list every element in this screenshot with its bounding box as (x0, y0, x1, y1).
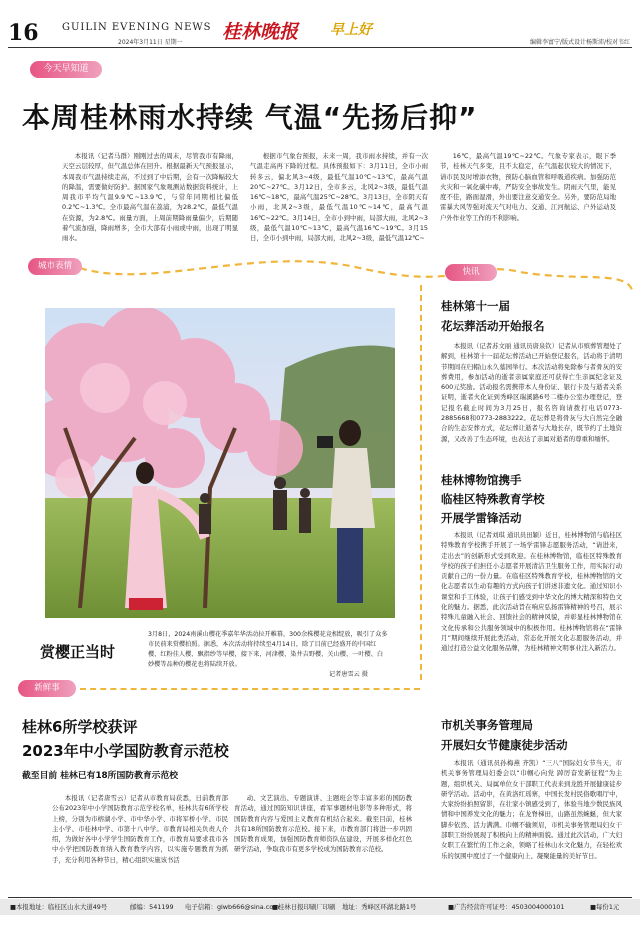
flash-news1-body: 本报讯（记者苏文丽 通讯员唐泉钦）记者从市殡葬管理处了解到，桂林第十一届花坛葬活动已开始登记报名，活动将于清明节期间在归帽山永久墓园举行。本次活动将免除参与者骨灰的安葬费用，参加活动的逝者亲属家庭还可获得亡生亲属纪念证及600元奖励。活动报名需携带本人身份证、银行卡及与逝者关系证明，逝者火化证到秀峰区瑞溪路6号二楼办公室办理登记，登记报名截止时间为3月25日，报名咨询请拨打电话0773-2885668和0773-2883222。花坛葬是将骨灰与大自然完全融合的生态安葬方式，花坛葬让逝者与大地长存，既节约了土地资源，又改善了生态环境，也表达了亲属对逝者的尊重和缅怀。 (441, 342, 622, 443)
footer-bar (0, 899, 640, 915)
footer-price: ■每份1元 (590, 903, 620, 911)
footer-printer: ■桂林日报印刷厂印刷 (272, 903, 336, 911)
cherry-blossom-photo (45, 308, 395, 618)
flash-news3-title-line1: 市机关事务管理局 (441, 718, 533, 732)
tag-fresh-news: 新鲜事 (18, 680, 76, 697)
school-subtitle: 截至目前 桂林已有18所国防教育示范校 (22, 771, 179, 781)
photo-caption-title: 赏樱正当时 (40, 643, 116, 661)
footer-license: ■广告经营许可证号：4503004000101 (448, 903, 565, 911)
page-number: 16 (8, 20, 39, 46)
editors-credit: 编辑李富宁/版式设计杨斯沛/校对韦红 (529, 39, 630, 46)
school-headline-line1: 桂林6所学校获评 (22, 718, 138, 736)
school-column-1: 本报讯（记者唐雪云）记者从市教育局获悉，日前教育部公布2023年中小学国防教育示范学校名单，桂林共有6所学校上榜，分别为市榕湖小学、市中华小学、市将军桥小学、市民主小学、市桂林中学、市第十八中学。市教育局相关负责人介绍，为做好各中小学学生国防教育工作，市教育局要求我市各中小学把国防教育纳入教育教学内容，以实施专题教育为抓手，充分利用各种节日，精心组织实施该书活 (52, 794, 228, 864)
photo-caption: 3月8日，2024南溪山樱花季嘉年华活动拉开帷幕，300余株樱花竞相绽放，吸引了众多市民前来赏樱拍照。据悉，本次活动将持续至4月14日，除了目前已经盛开的中国红樱、红粉佳人樱、飘指纱等早樱，接下来，河津樱、染井吉野樱、关山樱、一叶樱、白妙樱等品种的樱花也将陆续开放。 记者唐雪云 摄 (148, 631, 388, 678)
paper-name-english: GUILIN EVENING NEWS (62, 22, 212, 33)
flash-news3-title-line2: 开展妇女节健康徒步活动 (441, 738, 568, 752)
flash-news2-title-line3: 开展学雷锋活动 (441, 511, 522, 525)
flash-news3-body: 本报讯（通讯员孙梅燕 齐凯）“三八”国际妇女节当天，市机关事务管理局妇委会以“巾帼心向党 踔厉奋发新征程”为主题，组织机关、局属单位女干部职工代表来到龙胜开展健康徒步研学活动。活动中，在黄洛红瑶寨，中国长发村民俗歌唱厅中，大家纷纷拍照留影，在壮家小镇感受到了，体验当地少数民族风情和中国养发文化的魅力；在龙脊梯田，山路虽然蜿蜒，但大家脚步依然、活力满满。巾帼不输须眉，市机关事务管理局妇女干部职工纷纷展现了积极向上的精神面貌。通过此次活动，广大妇女职工在繁忙的工作之余，领略了桂林山水文化魅力，在轻松欢乐的氛围中度过了一个健康向上、凝聚能量的美好节日。 (441, 759, 622, 860)
tag-flash-news: 快讯 (445, 264, 497, 281)
flash-news2-body: 本报讯（记者刘琪 通讯员田颖）近日，桂林博物馆与临桂区特殊教育学校携手开展了一场学雷锋志愿服务活动，“请进来，走出去”的创新形式受到欢迎。在桂林博物馆，临桂区特殊教育学校的孩子们担任小志愿者开展清洁卫生服务工作，用实际行动贡献自己的一份力量。在临桂区特殊教育学校，桂林博物馆的文化志愿者以生动有趣的方式向孩子们讲述非遗文化。通过知识小课堂和手工体验，让孩子们感受到中华文化的博大精深和特色文化的魅力。据悉，此次活动旨在响应弘扬雷锋精神的号召，展示特殊儿童融入社会、回馈社会的精神风貌，并彰显桂林博物馆在文化传承和公共服务领域中的积极作用。桂林博物馆将在“雷锋月”期间继续开展此类活动，常态化开展文化志愿服务活动，并通过打造公益文化服务品牌，为桂林精神文明事业注入新活力。 (441, 531, 622, 653)
lead-column-1: 本报讯（记者马群）刚刚过去的周末，尽管我市有降雨，天空云层较厚，但气温总体在回升。根据最新天气预报显示，本周我市气温持续走高，不过到了中后期，会有一次降幅较大的降温，需要做好防护。据国家气象观测站数据资料统计，上周我市平均气温9.9℃~13.9℃，与常年同期相比偏低0.2℃~1.3℃。全市最高气温在荔浦，为28.2℃，最低气温在资源，为2.8℃。雨量方面，上周前期降雨量偏少，后期随着气流加强，降雨增多，全市大部有小雨或中雨，出现了明显雨水。 (62, 152, 238, 243)
flash-news1-title-line1: 桂林第十一届 (441, 299, 510, 313)
flash-news2-title-line2: 临桂区特殊教育学校 (441, 492, 545, 506)
lead-column-3: 16℃，最高气温19℃~22℃。气象专家表示，眼下季节，桂林天气多变，且不太稳定，在气温起伏较大的情况下，请市民及时增添衣物，预防心脑血管和呼吸道疾病。加强防范火灾和一氧化碳中毒，严防安全事故发生。阴雨天气里，能见度不佳，路面湿滑，外出要注意交通安全。另外，要防范局地雷暴大风等强对流天气对电力、交通、江河航运、户外运动及户外作业等工作的不利影响。 (440, 152, 616, 222)
flash-news1-title-line2: 花坛葬活动开始报名 (441, 319, 545, 333)
lead-headline: 本周桂林雨水持续 气温“先扬后抑” (22, 101, 478, 134)
issue-date: 2024年3月11日 星期一 (118, 39, 183, 46)
footer-rule (8, 897, 632, 898)
flash-news2-title-line1: 桂林博物馆携手 (441, 473, 522, 487)
footer-email: 电子信箱：glwb666@sina.com (185, 903, 280, 911)
section-brand: 早上好 (330, 22, 372, 38)
school-headline-line2: 2023年中小学国防教育示范校 (22, 742, 229, 760)
footer-address: ■本报地址：临桂区山水大道49号 (10, 903, 108, 911)
newspaper-logo: 桂林晚报 (222, 21, 299, 43)
photo-credit: 记者唐雪云 摄 (328, 671, 368, 678)
tag-city-expression: 城市表情 (28, 258, 82, 275)
lead-column-2: 根据市气象台预报，未来一周，我市雨水持续，并有一次气温走高再下降的过程。具体预报如下：3月11日，全市小雨转多云，偏北风3~4级，最低气温10℃~13℃，最高气温20℃~27℃。3月12日，全市多云，北风2~3级，最低气温16℃~18℃，最高气温25℃~28℃。3月13日，全市阴天有小雨，北风2~3级，最低气温10℃~14℃，最高气温16℃~22℃。3月14日，全市小到中雨，局部大雨，北风2~3级，最低气温10℃~13℃，最高气温16℃~19℃。3月15日，全市小到中雨，局部大雨，北风2~3级，最低气温12℃~ (250, 152, 428, 243)
header-rule (8, 47, 632, 48)
dashed-divider (420, 285, 424, 680)
footer-printer-address: 地址：秀峰区环湖北路1号 (342, 903, 417, 911)
footer-postcode: 邮编：541199 (130, 903, 174, 911)
dashed-divider-bottom (80, 688, 420, 690)
tag-today: 今天早知道 (30, 61, 102, 78)
school-column-2: 动、文艺演出、专题演讲、主题班会等丰富多彩的国防教育活动，通过国防知识讲座，看军事题材电影等多种形式，将国防教育内容与爱国主义教育有机结合起来。截至目前，桂林共有18所国防教育示范校。接下来，市教育部门将进一步巩固国防教育成果，加强国防教育师资队伍建设，开展多样化红色研学活动，争取我市有更多学校成为国防教育示范校。 (234, 794, 412, 854)
